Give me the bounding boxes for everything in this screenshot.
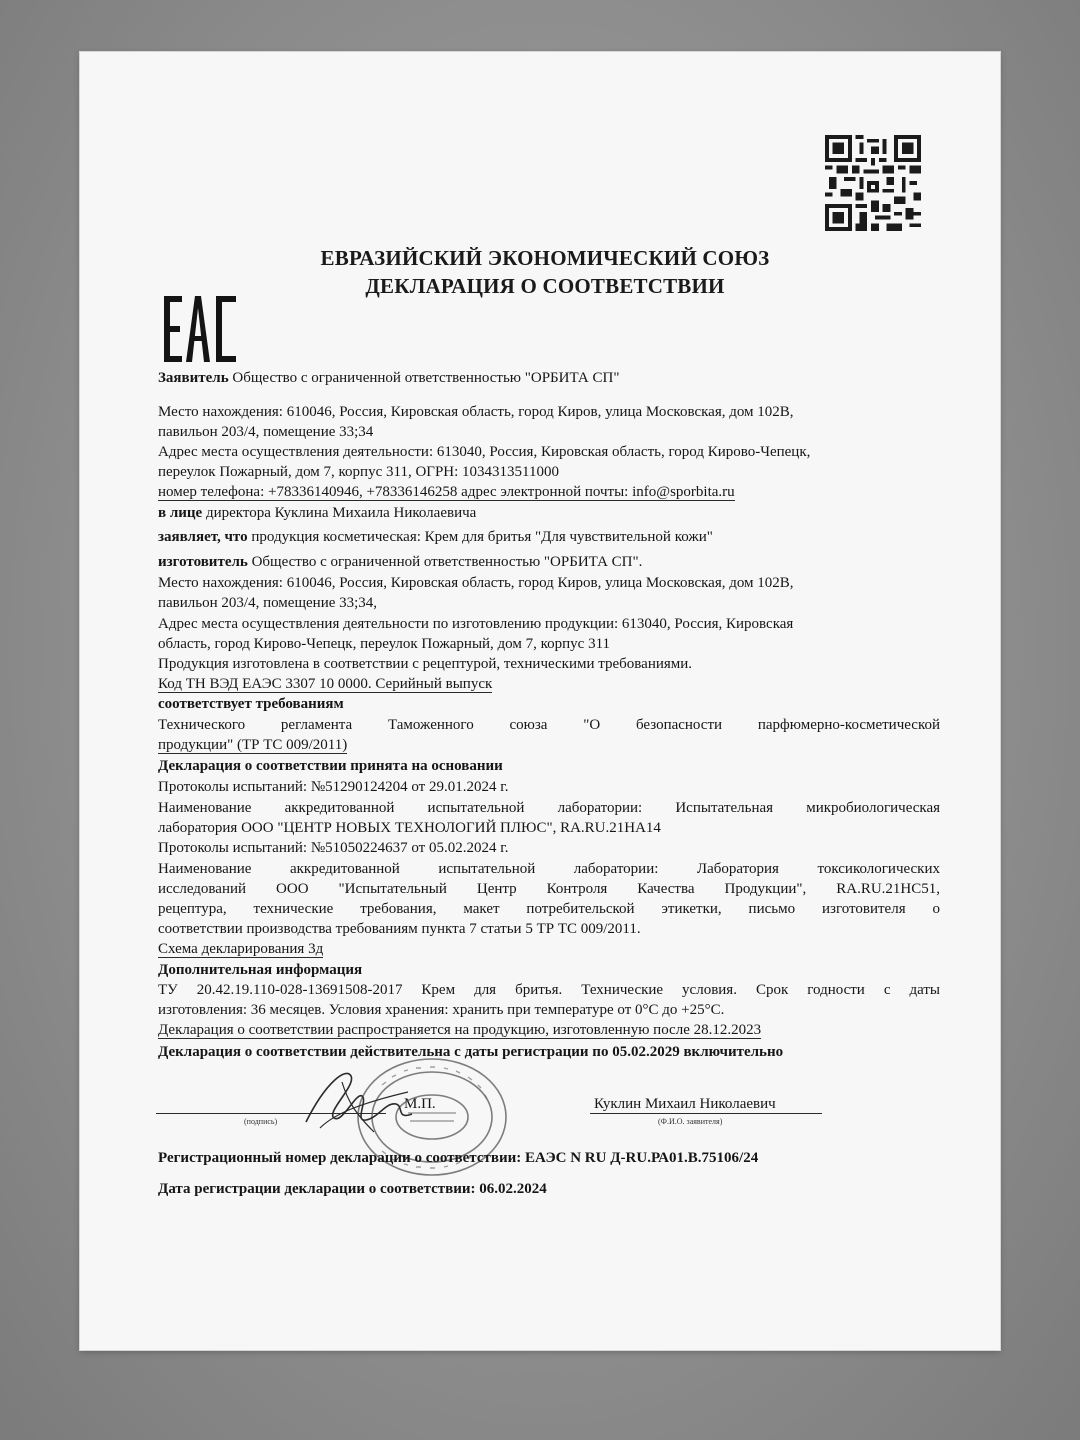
additional-line-2: изготовления: 36 месяцев. Условия хранения: хранить при температуре от 0°С до +25°С. [158, 1002, 725, 1018]
rep-name: директора Куклина Михаила Николаевича [205, 505, 477, 521]
additional-line-1: ТУ 20.42.19.110-028-13691508-2017 Крем для бритья. Технические условия. Срок годности с даты [158, 982, 940, 998]
basis-line-5: Наименование аккредитованной испытательной лаборатории: Лаборатория токсикологических [158, 861, 940, 877]
declares-line [158, 527, 940, 547]
signatory-name: Куклин Михаил Николаевич [594, 1096, 776, 1112]
conforms-text-2 [158, 735, 940, 755]
applicant-label: Заявитель [158, 370, 229, 386]
manufacturer-recipe: Продукция изготовлена в соответствии с рецептурой, техническими требованиями. [158, 656, 693, 672]
applicant-activity-2: переулок Пожарный, дом 7, корпус 311, ОГРН: 1034313511000 [158, 464, 559, 480]
applicant-phone [158, 482, 940, 502]
basis-line-8: соответствии производства требованиям пункта 7 статьи 5 ТР ТС 009/2011. [158, 921, 641, 937]
basis-line-2: Наименование аккредитованной испытательной лаборатории: Испытательная микробиологическая [158, 800, 940, 816]
basis-label: Декларация о соответствии принята на основании [158, 758, 503, 774]
document-title: ДЕКЛАРАЦИЯ О СООТВЕТСТВИИ [365, 274, 725, 298]
manufacturer-code [158, 674, 940, 694]
additional-label: Дополнительная информация [158, 962, 363, 978]
declares-text: продукция косметическая: Крем для бритья "Для чувствительной кожи" [251, 529, 713, 545]
basis-scheme [158, 939, 940, 959]
applicant-line [158, 368, 940, 388]
conforms-text-2-text: продукции" (ТР ТС 009/2011) [158, 737, 348, 753]
applicant-location-1: Место нахождения: 610046, Россия, Кировская область, город Киров, улица Московская, дом 102В, [158, 404, 794, 420]
additional-line-3-text: Декларация о соответствии распространяется на продукцию, изготовленную после 28.12.2023 [158, 1022, 762, 1038]
basis-line-6: исследований ООО "Испытательный Центр Контроля Качества Продукции", RA.RU.21НС51, [158, 881, 940, 897]
eac-logo [164, 296, 236, 362]
manufacturer-activity-2: область, город Кирово-Чепецк, переулок Пожарный, дом 7, корпус 311 [158, 636, 611, 652]
signature-caption: (подпись) [244, 1117, 278, 1126]
basis-line-7: рецептура, технические требования, макет потребительской этикетки, письмо изготовителя о [158, 901, 940, 917]
declares-label: заявляет, что [158, 529, 248, 545]
seal-mark: М.П. [404, 1096, 436, 1112]
applicant-phone-text: номер телефона: +78336140946, +78336146258 адрес электронной почты: info@sporbita.ru [158, 484, 735, 500]
name-caption: (Ф.И.О. заявителя) [658, 1117, 723, 1126]
basis-line-1: Протоколы испытаний: №51290124204 от 29.01.2024 г. [158, 779, 509, 795]
additional-line-3 [158, 1020, 940, 1040]
applicant-activity-1: Адрес места осуществления деятельности: 613040, Россия, Кировская область, город Кирово-Чепецк, [158, 444, 811, 460]
rep-label: в лице [158, 505, 203, 521]
registration-date: Дата регистрации декларации о соответствии: 06.02.2024 [158, 1181, 547, 1197]
basis-line-3: лаборатория ООО "ЦЕНТР НОВЫХ ТЕХНОЛОГИЙ ПЛЮС", RA.RU.21НА14 [158, 820, 661, 836]
conforms-text-1: Технического регламента Таможенного союза "О безопасности парфюмерно-косметической [158, 717, 940, 733]
manufacturer-location-2: павильон 203/4, помещение 33;34, [158, 595, 378, 611]
qr-code [825, 135, 921, 231]
handwritten-signature [296, 1062, 416, 1136]
registration-number: Регистрационный номер декларации о соответствии: ЕАЭС N RU Д-RU.РА01.В.75106/24 [158, 1150, 759, 1166]
manufacturer-code-text: Код ТН ВЭД ЕАЭС 3307 10 0000. Серийный выпуск [158, 676, 493, 692]
validity-statement: Декларация о соответствии действительна с даты регистрации по 05.02.2029 включительно [158, 1044, 784, 1060]
applicant-representative [158, 503, 940, 523]
manufacturer-name: Общество с ограниченной ответственностью "ОРБИТА СП". [251, 554, 643, 570]
applicant-location-2: павильон 203/4, помещение 33;34 [158, 424, 374, 440]
applicant-name: Общество с ограниченной ответственностью "ОРБИТА СП" [232, 370, 620, 386]
manufacturer-label: изготовитель [158, 554, 248, 570]
basis-line-4: Протоколы испытаний: №51050224637 от 05.02.2024 г. [158, 840, 509, 856]
union-heading: ЕВРАЗИЙСКИЙ ЭКОНОМИЧЕСКИЙ СОЮЗ [320, 246, 770, 270]
conforms-label: соответствует требованиям [158, 696, 344, 712]
manufacturer-activity-1: Адрес места осуществления деятельности по изготовлению продукции: 613040, Россия, Кировская [158, 616, 794, 632]
basis-scheme-text: Схема декларирования 3д [158, 941, 324, 957]
manufacturer-location-1: Место нахождения: 610046, Россия, Кировская область, город Киров, улица Московская, дом 102В, [158, 575, 794, 591]
manufacturer-line [158, 552, 940, 572]
